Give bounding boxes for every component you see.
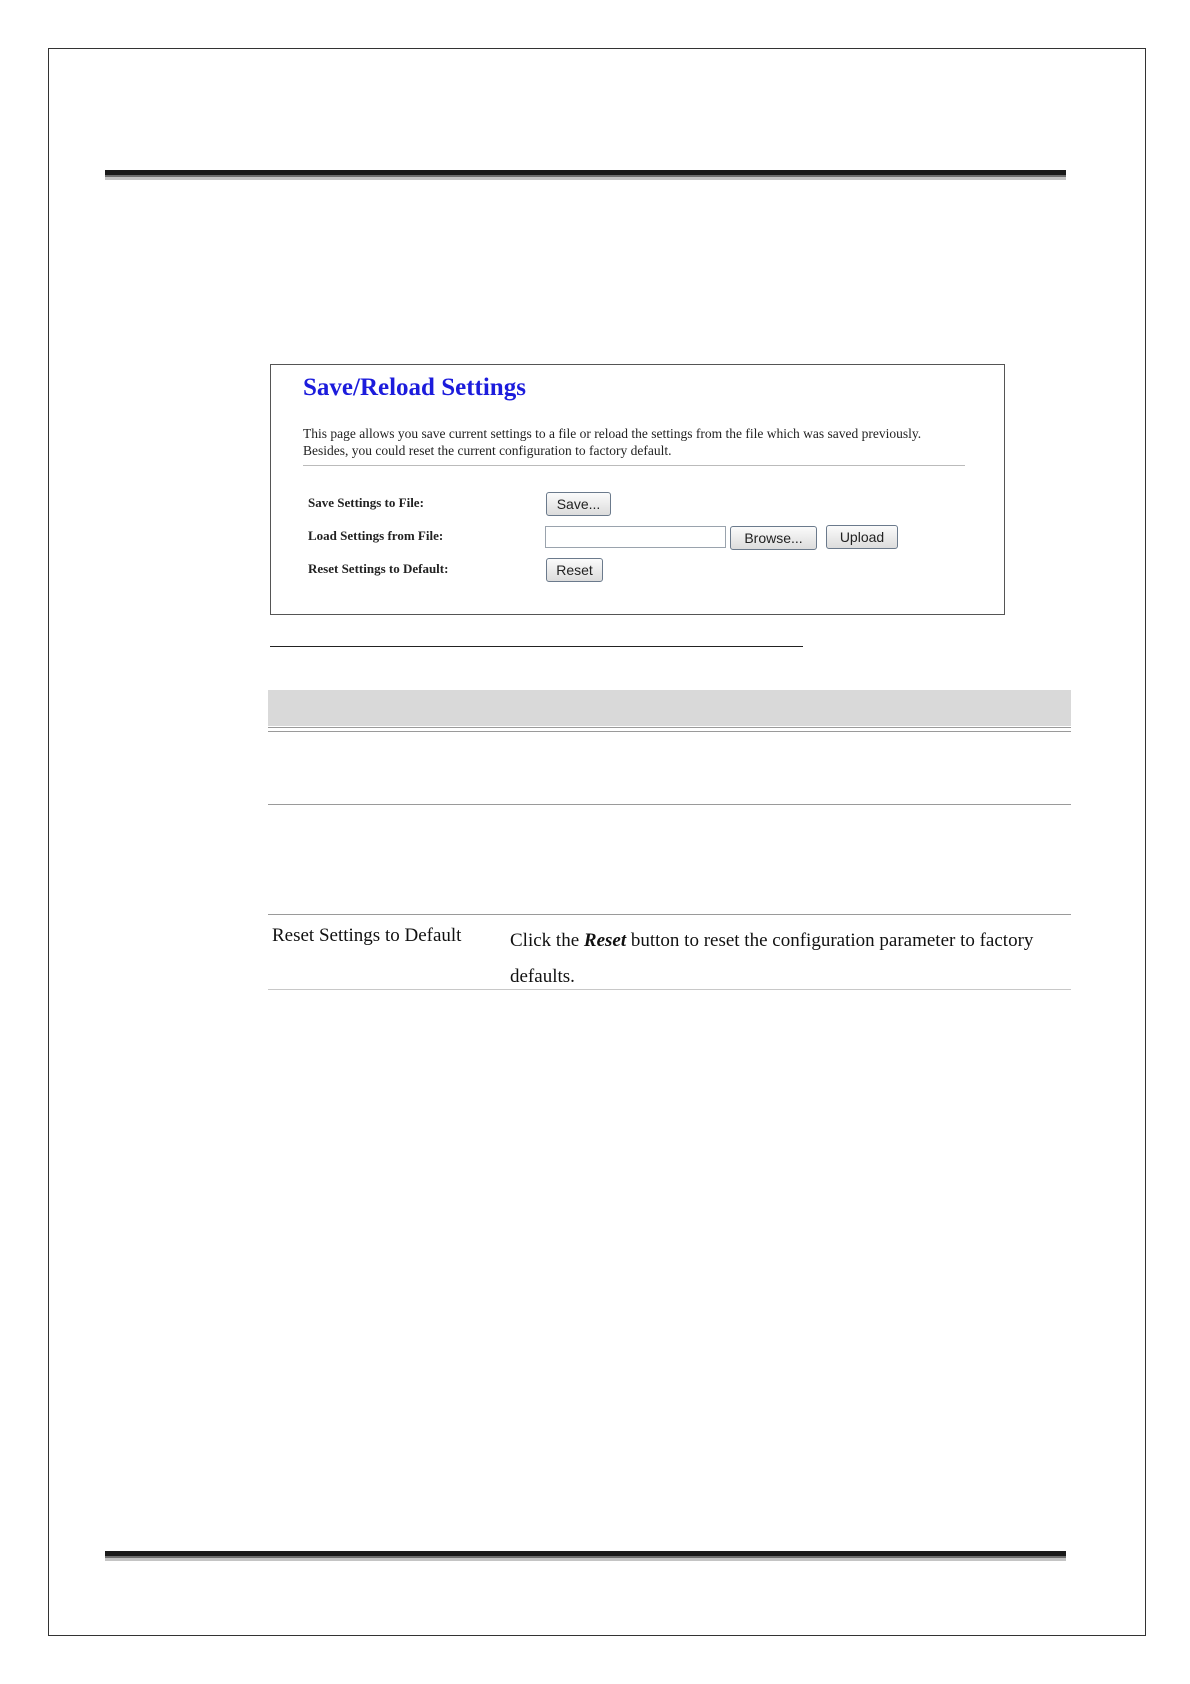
save-button[interactable]: Save... — [546, 492, 611, 516]
figure-caption-line — [270, 646, 803, 647]
load-settings-label: Load Settings from File: — [308, 528, 444, 543]
panel-title: Save/Reload Settings — [303, 374, 526, 401]
desc-prefix: Click the — [510, 930, 584, 951]
page-border — [48, 48, 1146, 1636]
reset-button[interactable]: Reset — [546, 558, 603, 582]
table-divider — [268, 914, 1071, 915]
desc-bold-reset: Reset — [583, 930, 627, 951]
table-divider — [268, 727, 1071, 728]
table-header — [268, 690, 1071, 726]
panel-divider — [303, 465, 965, 466]
table-cell-parameter: Reset Settings to Default — [272, 925, 462, 946]
table-divider — [268, 731, 1071, 732]
reset-settings-label: Reset Settings to Default: — [308, 561, 449, 576]
desc-suffix: button to reset the configuration parameter to factory defaults. — [510, 930, 1034, 987]
header-rule — [105, 170, 1066, 180]
browse-button[interactable]: Browse... — [730, 526, 817, 550]
footer-rule — [105, 1551, 1066, 1561]
table-divider — [268, 804, 1071, 805]
save-reload-settings-panel — [270, 364, 1005, 615]
table-divider — [268, 989, 1071, 990]
panel-description: This page allows you save current settings to a file or reload the settings from the file which was saved previously. Besides, you could reset the current configuration to factory default. — [303, 426, 922, 458]
table-cell-description — [510, 923, 1070, 995]
upload-button[interactable]: Upload — [826, 525, 898, 549]
save-settings-label: Save Settings to File: — [308, 495, 424, 510]
file-path-input[interactable] — [545, 526, 726, 548]
